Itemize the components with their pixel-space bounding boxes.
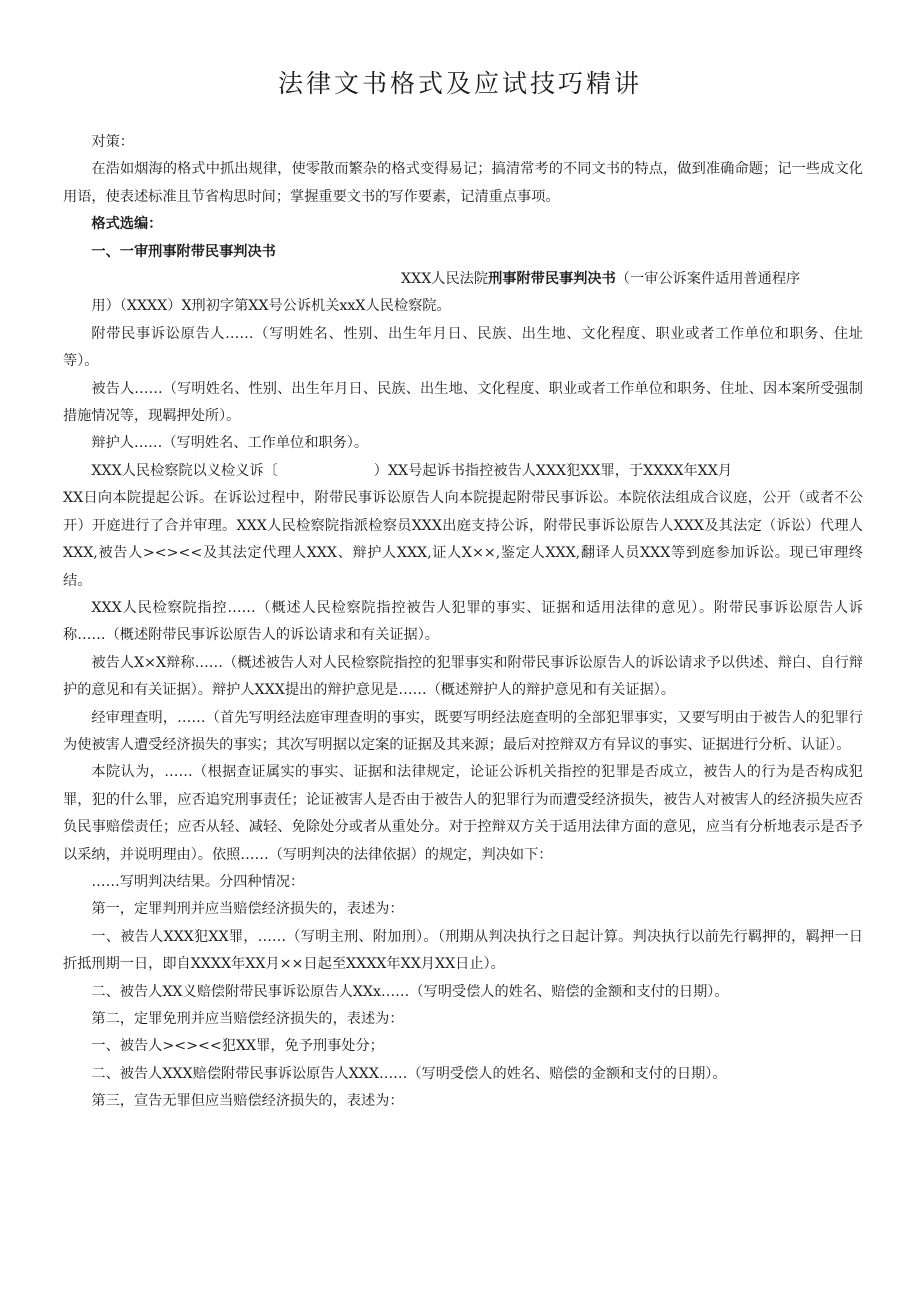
- judgment-type: 刑事附带民事判决书: [488, 271, 616, 288]
- paragraph-strategy-text: 在浩如烟海的格式中抓出规律，使零散而繁杂的格式变得易记；搞清常考的不同文书的特点，做到准确命题；记一些成文化用语，使表述标准且节省构思时间；掌握重要文书的写作要素，记清重点事项。: [63, 161, 863, 205]
- paragraph-case-1-item-1: 一、被告人XXX犯XX罪，……（写明主刑、附加刑）。（刑期从判决执行之日起计算。判决执行以前先行羁押的，羁押一日折抵刑期一日，即自XXXX年XX月××日起至XXXX年XX月XX日止）。: [63, 928, 863, 973]
- paragraph-findings: 经审理查明，……（首先写明经法庭审理查明的事实，既要写明经法庭查明的全部犯罪事实，又要写明由于被告人的犯罪行为使被害人遭受经济损失的事实；其次写明据以定案的证据及其来源；最后对控辩双方有异议的事实、证据进行分析、认证）。: [63, 709, 863, 753]
- indictment-part-a: XXX人民检察院以义检义诉〔: [91, 462, 278, 479]
- paragraph-defender: 辩护人……（写明姓名、工作单位和职务）。: [91, 435, 369, 452]
- section-format-selection: 格式选编：: [91, 216, 163, 233]
- paragraph-case-2-item-2: 二、被告人XXX赔偿附带民事诉讼原告人XXX……（写明受偿人的姓名、赔偿的金额和支付的日期）。: [91, 1065, 727, 1082]
- paragraph-case-2: 第二，定罪免刑并应当赔偿经济损失的，表述为：: [91, 1011, 404, 1027]
- court-line: [63, 266, 863, 293]
- paragraph-case-2-item-1: 一、被告人><><<犯XX罪，免予刑事处分；: [91, 1038, 384, 1055]
- document-body: [63, 129, 863, 1116]
- paragraph-defense-claims: 被告人X×X辩称……（概述被告人对人民检察院指控的犯罪事实和附带民事诉讼原告人的诉讼请求予以供述、辩白、自行辩护的意见和有关证据）。辩护人XXX提出的辩护意见是……（概述辩护人的辩护意见和有关证据）。: [63, 654, 863, 699]
- judgment-note: （一审公诉案件适用普通程序: [615, 271, 801, 288]
- paragraph-prosecution-claims: XXX人民检察院指控……（概述人民检察院指控被告人犯罪的事实、证据和适用法律的意见）。附带民事诉讼原告人诉称……（概述附带民事诉讼原告人的诉讼请求和有关证据）。: [63, 599, 863, 644]
- paragraph-case-3: 第三，宣告无罪但应当赔偿经济损失的，表述为：: [91, 1093, 404, 1110]
- paragraph-defendant: 被告人……（写明姓名、性别、出生年月日、民族、出生地、文化程度、职业或者工作单位和职务、住址、因本案所受强制措施情况等，现羁押处所）。: [63, 380, 863, 425]
- page-title: 法律文书格式及应试技巧精讲: [277, 69, 642, 98]
- paragraph-strategy-label: 对策：: [91, 134, 134, 150]
- paragraph-judgment-intro: ……写明判决结果。分四种情况：: [91, 873, 305, 890]
- case-number-line: 用）（XXXX）X刑初字第XX号公诉机关xxX人民检察院。: [91, 298, 451, 315]
- paragraph-case-1: 第一，定罪判刑并应当赔偿经济损失的，表述为：: [91, 901, 404, 918]
- paragraph-proceedings: XX日向本院提起公诉。在诉讼过程中，附带民事诉讼原告人向本院提起附带民事诉讼。本院依法组成合议庭，公开（或者不公开）开庭进行了合并审理。XXX人民检察院指派检察员XXX出庭支持公诉，附带民事诉讼原告人XXX及其法定（诉讼）代理人XXX,被告人><><<及其法定代理人XXX、辩护人XXX,证人X××,鉴定人XXX,翻译人员XXX等到庭参加诉讼。现已审理终结。: [63, 490, 863, 589]
- paragraph-indictment-line: [63, 458, 863, 485]
- section-heading-1: 一、一审刑事附带民事判决书: [91, 243, 276, 260]
- indictment-part-b: ）XX号起诉书指控被告人XXX犯XX罪，于XXXX年XX月: [373, 462, 733, 479]
- paragraph-plaintiff: 附带民事诉讼原告人……（写明姓名、性别、出生年月日、民族、出生地、文化程度、职业或者工作单位和职务、住址等）。: [63, 325, 863, 370]
- paragraph-court-opinion: 本院认为，……（根据查证属实的事实、证据和法律规定，论证公诉机关指控的犯罪是否成立，被告人的行为是否构成犯罪，犯的什么罪，应否追究刑事责任；论证被害人是否由于被告人的犯罪行为而遭受经济损失，被告人对被害人的经济损失应否负民事赔偿责任；应否从轻、减轻、免除处分或者从重处分。对于控辩双方关于适用法律方面的意见，应当有分析地表示是否予以采纳，并说明理由）。依照……（写明判决的法律依据）的规定，判决如下：: [63, 764, 863, 863]
- court-name: XXX人民法院: [401, 271, 489, 288]
- paragraph-case-1-item-2: 二、被告人XX义赔偿附带民事诉讼原告人XXx……（写明受偿人的姓名、赔偿的金额和支付的日期）。: [91, 983, 729, 1000]
